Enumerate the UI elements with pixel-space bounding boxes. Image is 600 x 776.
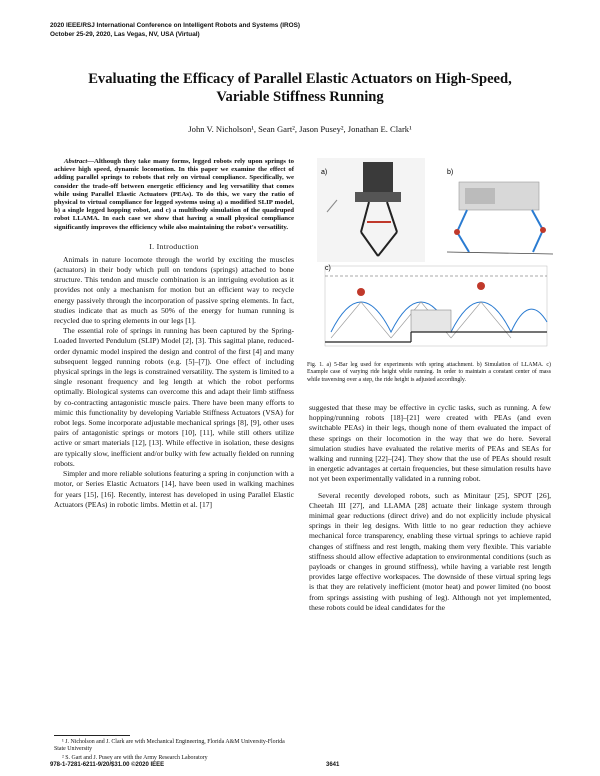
right-column	[309, 403, 551, 619]
right-paragraph-1: suggested that these may be effective in cyclic tasks, such as running. A few hopping/running robots [18]–[21] were created with PEAs (and even switchable PEAs) in their legs, though none of them evaluated the impact of these springs on their locomotion in the way that we do here. Several simulation studies have evaluated the relative merits of PEAs and SEAs for walking and running [22]–[24]. They show that the use of PEAs should result in energetic advantages at certain frequencies, but these simulation results have not yet been experimentally validated in a running robot.	[309, 403, 551, 484]
footnote-1: ¹ J. Nicholson and J. Clark are with Mechanical Engineering, Florida A&M University-Florida State University	[54, 739, 285, 753]
intro-paragraph-2: The essential role of springs in running has been captured by the Spring-Loaded Inverted Pendulum (SLIP) Model [2], [3]. This sagittal plane, reduced-order dynamic model inspired the design and control of the first [4] and many subsequent legged running robots (e.g. [5]–[7]). One effect of including physical springs in the legs is constrained versatility. The system is limited to a single resonant frequency and leg length at which the robot performs optimally. Biological systems can overcome this and adapt their limb stiffness by co-contracting antagonistic muscle pairs. There have been many efforts to mimic this functionality by developing Variable Stiffness Actuators (VSA) for robot legs. Some incorporate adjustable mechanical springs [8], [9], other uses pairs of antagonistic springs or motors [10], [11], while still others utilize active or smart materials [12], [13]. While effective in isolation, these designs are typically slow, inefficient and/or bulky with few actually fielded on running robots.	[54, 326, 294, 468]
figure-panel-a	[317, 158, 425, 262]
abstract-label: Abstract—	[64, 158, 95, 165]
figure-label-b: b)	[447, 169, 454, 176]
author-list: John V. Nicholson¹, Sean Gart², Jason Pusey², Jonathan E. Clark¹	[188, 124, 412, 134]
section-heading-introduction: I. Introduction	[149, 241, 199, 251]
figure-panel-b	[447, 182, 553, 254]
right-paragraph-2: Several recently developed robots, such as Minitaur [25], SPOT [26], Cheetah III [27], and LLAMA [28] actuate their linkage system through minimal gear reductions (direct drive) and do not explicitly include physical springs in their leg designs. With little to no gear reduction they achieve mechanical force transparency, enabling these virtual springs to achieve rapid changes of stiffness and rest length, making them very flexible. This variable stiffness should allow effective adaptation to environmental conditions (such as payloads or changes in ground stiffness), while having a variable rest length provides large effective workspaces. The downside of these virtual spring legs is that they are relatively inefficient (motor heat) and power limited (no boost from springs assisting with pushing of leg). Although not yet implemented, these robots could be ideal candidates for the	[309, 490, 551, 612]
isbn-footer: 978-1-7281-6211-9/20/$31.00 ©2020 IEEE	[50, 762, 165, 768]
figure-label-c: c)	[325, 265, 331, 272]
abstract	[54, 158, 294, 232]
abstract-text: Although they take many forms, legged robots rely upon springs to achieve high speed, dynamic locomotion. In this paper we examine the effect of adding parallel springs to robots that rely on virtual compliance. Specifically, we consider the trade-off between energetic efficiency and leg versatility that comes while using Parallel Elastic Actuators (PEAs). To do this, we vary the ratio of physical to virtual compliance for legged systems using a) a modified SLIP model, b) a single legged hopping robot, and c) a multibody simulation of the quadruped robot LLAMA. In each case we show that having a small physical compliance significantly improves the efficiency while also maintaining the robot's versatility.	[54, 158, 294, 231]
intro-paragraph-1: Animals in nature locomote through the world by exciting the muscles (actuators) in their body which pull on tendons (springs) attached to bone structure. This tendon and muscle combination is an intriguing evolution as it provides not only a mechanism for motion but an efficient way to recycle energy passively through the incorporation of passive spring elements. In fact, studies indicate that as much as 50% of the energy for human running is recycled due to spring elements in our legs [1].	[54, 254, 294, 326]
conference-dates: October 25-29, 2020, Las Vegas, NV, USA (Virtual)	[50, 30, 200, 38]
footnote-divider	[54, 735, 130, 736]
paper-title	[40, 71, 560, 106]
title-line-2: Variable Stiffness Running	[216, 88, 384, 105]
intro-paragraph-3: Simpler and more reliable solutions featuring a spring in conjunction with a motor, or Series Elastic Actuators [14], have been used in walking machines for years [15], [16]. Recently, interest has developed in using Parallel Elastic Actuators (PEAs) in robotic limbs. Mettin et al. [17]	[54, 469, 294, 509]
conference-header	[50, 22, 450, 39]
conference-name: 2020 IEEE/RSJ International Conference on Intelligent Robots and Systems (IROS)	[50, 22, 300, 29]
left-column	[54, 158, 294, 510]
figure-caption: Fig. 1. a) 5-Bar leg used for experiments with spring attachment. b) Simulation of LLAMA. c) Example case of varying ride height while running. In order to maintain a constant center of mass while traversing over a step, the ride height is adjusted accordingly.	[307, 362, 551, 383]
figure-label-a: a)	[321, 169, 328, 176]
title-line-1: Evaluating the Efficacy of Parallel Elastic Actuators on High-Speed,	[88, 71, 512, 87]
page-number: 3641	[326, 762, 340, 768]
figure-panel-c	[325, 266, 547, 346]
footnote-2: ² S. Gart and J. Pusey are with the Army Research Laboratory	[62, 755, 208, 761]
